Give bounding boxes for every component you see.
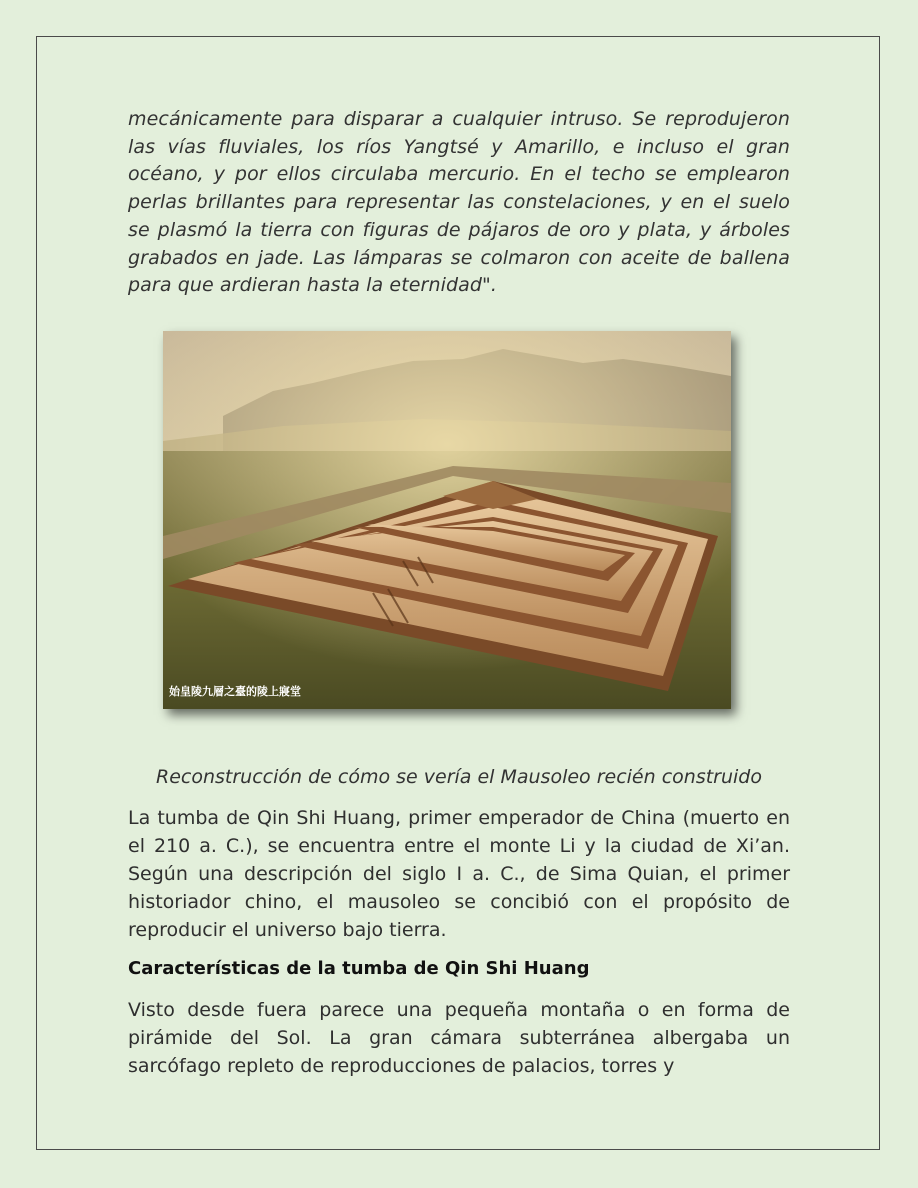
main-paragraph: La tumba de Qin Shi Huang, primer emperador de China (muerto en el 210 a. C.), se encuentra entre el monte Li y la ciudad de Xi’an. Según una descripción del siglo I a. C., de Sima Quian, el primer historiador chino, el mausoleo se concibió con el propósito de reproducir el universo bajo tierra. xyxy=(128,807,790,941)
intro-paragraph: mecánicamente para disparar a cualquier intruso. Se reprodujeron las vías fluviales, los ríos Yangtsé y Amarillo, e incluso el gran océano, y por ellos circulaba mercurio. En el techo se emplearon perlas brillantes para representar las constelaciones, y en el suelo se plasmó la tierra con figuras de pájaros de oro y plata, y árboles grabados en jade. Las lámparas se colmaron con aceite de ballena para que ardieran hasta la eternidad". xyxy=(128,108,790,297)
image-watermark: 始皇陵九層之臺的陵上寢堂 xyxy=(169,685,301,698)
image-caption: Reconstrucción de cómo se vería el Mausoleo recién construido xyxy=(156,766,762,788)
intro-block xyxy=(128,106,790,300)
mausoleum-image xyxy=(163,331,731,709)
features-paragraph: Visto desde fuera parece una pequeña montaña o en forma de pirámide del Sol. La gran cámara subterránea albergaba un sarcófago repleto de reproducciones de palacios, torres y xyxy=(128,999,790,1077)
section-heading: Características de la tumba de Qin Shi Huang xyxy=(128,958,590,979)
